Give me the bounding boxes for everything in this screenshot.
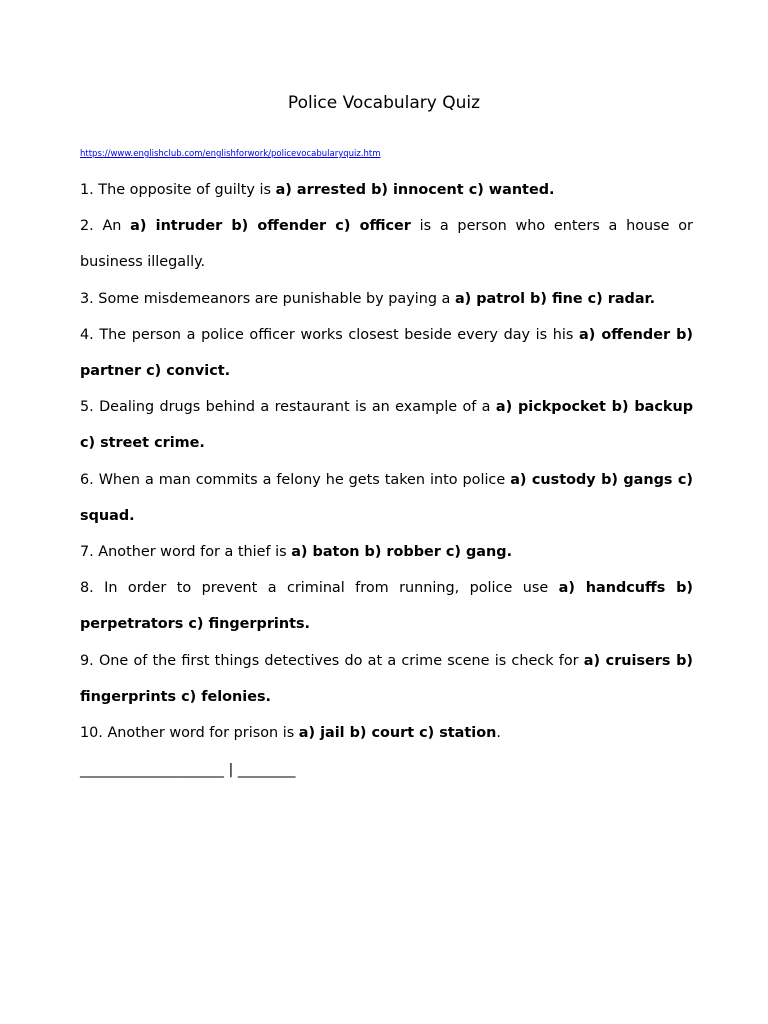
answer-choices: a) baton b) robber c) gang. [291,544,513,561]
question-4 [80,317,693,389]
question-text: 1. The opposite of guilty is [80,182,276,198]
question-text: 8. In order to prevent a criminal from running, police use [80,580,559,597]
question-text: 6. When a man commits a felony he gets taken into police [80,471,511,488]
answer-choices: a) offender b) partner c) convict. [80,326,693,380]
question-text-after: is a person who enters a house or business illegally. [80,218,693,271]
question-1 [80,172,693,208]
answer-choices: a) jail b) court c) station [298,725,497,742]
question-2 [80,208,693,280]
question-text: 2. An [80,218,131,235]
answer-choices: a) cruisers b) fingerprints c) felonies. [80,652,693,705]
question-6 [80,462,693,534]
question-10 [80,715,693,751]
question-7 [80,534,693,570]
question-text: 4. The person a police officer works closest beside every day is his [80,326,579,343]
answer-choices: a) custody b) gangs c) squad. [80,471,693,524]
question-list [80,172,693,751]
question-text: 9. One of the first things detectives do at a crime scene is check for [80,652,584,669]
question-text: 10. Another word for prison is [80,725,299,742]
signature-line: ____________________ | ________ [80,762,296,778]
question-text: 5. Dealing drugs behind a restaurant is an example of a [80,399,496,416]
question-text: 7. Another word for a thief is [80,544,292,561]
question-text-after: . [496,725,501,742]
question-5 [80,389,693,461]
page-title: Police Vocabulary Quiz [287,93,481,113]
answer-choices: a) pickpocket b) backup c) street crime. [80,399,693,452]
question-9 [80,643,693,715]
source-link[interactable]: https://www.englishclub.com/englishforwork/policevocabularyquiz.htm [80,149,381,159]
answer-choices: a) patrol b) fine c) radar. [454,290,656,307]
answer-choices: a) handcuffs b) perpetrators c) fingerprints. [80,580,694,633]
question-8 [80,570,693,642]
question-3 [80,281,693,317]
answer-choices: a) arrested b) innocent c) wanted. [275,182,555,198]
answer-choices: a) intruder b) offender c) officer [130,218,411,235]
question-text: 3. Some misdemeanors are punishable by paying a [80,290,455,307]
